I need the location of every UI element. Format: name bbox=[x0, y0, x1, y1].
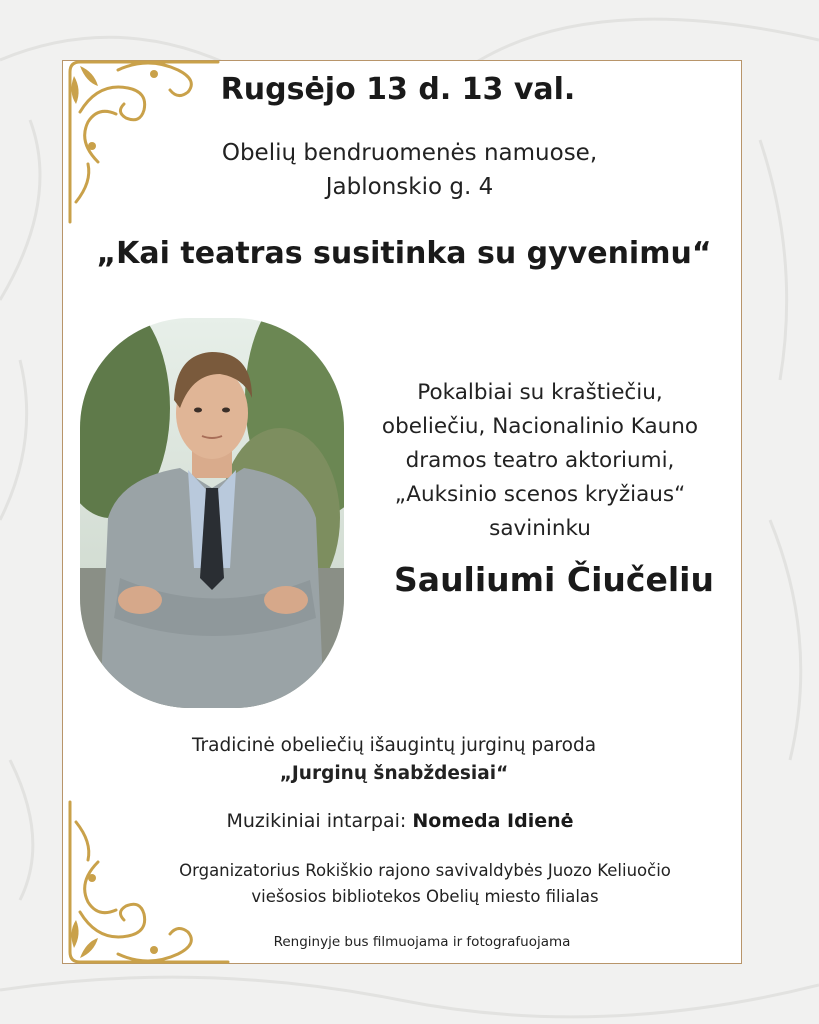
venue-line-2: Jablonskio g. 4 bbox=[325, 174, 494, 200]
exhibition-intro: Tradicinė obeliečių išaugintų jurginų paroda bbox=[191, 735, 597, 756]
music-label: Muzikiniai intarpai: bbox=[226, 810, 407, 832]
organizer-line-1: Organizatorius Rokiškio rajono savivaldybės Juozo Keliuočio bbox=[179, 861, 671, 880]
guest-name: Sauliumi Čiučeliu bbox=[394, 560, 714, 599]
description-line-1: Pokalbiai su kraštiečiu, bbox=[417, 380, 663, 405]
exhibition-info bbox=[0, 732, 788, 788]
organizer-info bbox=[0, 858, 819, 910]
music-info bbox=[0, 810, 800, 832]
description-line-3: dramos teatro aktoriumi, bbox=[405, 448, 675, 473]
venue-line-1: Obelių bendruomenės namuose, bbox=[221, 140, 598, 166]
guest-photo bbox=[80, 318, 344, 708]
event-description bbox=[340, 376, 740, 546]
filming-notice: Renginyje bus filmuojama ir fotografuojama bbox=[273, 934, 571, 950]
organizer-line-2: viešosios bibliotekos Obelių miesto filialas bbox=[251, 887, 599, 906]
music-performer: Nomeda Idienė bbox=[412, 810, 574, 832]
description-line-2: obeliečiu, Nacionalinio Kauno bbox=[381, 414, 699, 439]
event-venue bbox=[0, 136, 819, 204]
exhibition-name: „Jurginų šnabždesiai“ bbox=[279, 763, 509, 784]
description-line-5: savininku bbox=[489, 516, 591, 541]
event-title: „Kai teatras susitinka su gyvenimu“ bbox=[96, 236, 712, 271]
event-date: Rugsėjo 13 d. 13 val. bbox=[220, 72, 576, 107]
description-line-4: „Auksinio scenos kryžiaus“ bbox=[394, 482, 686, 507]
